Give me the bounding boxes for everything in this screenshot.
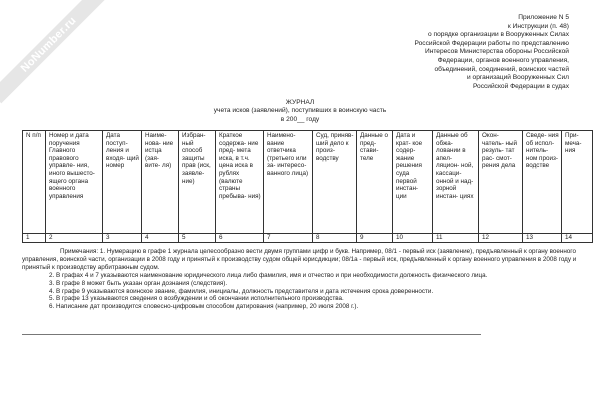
appendix-line: о порядке организации в Вооруженных Силах (428, 31, 569, 39)
column-number: 14 (562, 234, 593, 243)
note-item: Примечания: 1. Нумерацию в графе 1 журнала целесообразно вести двумя группами цифр и букв. Например, 08/1 - первый иск (заявление), предъявленный к органу военного управления, воинской части, организации в 2008 году и принятый к производству судом общей юрисдикции; 08/1а - первый иск, предъявленный к органу военного управления в 2008 году и принятый к производству арбитражным судом. (22, 248, 577, 271)
journal-heading (0, 99, 600, 124)
column-number: 13 (523, 234, 562, 243)
column-number: 5 (179, 234, 216, 243)
watermark: NoNumber.ru (0, 0, 107, 103)
column-number: 1 (23, 234, 46, 243)
column-number: 8 (313, 234, 357, 243)
appendix-line: Федерации, органов военного управления, (437, 56, 569, 64)
column-number: 4 (142, 234, 179, 243)
header-cell: При- меча- ния (562, 131, 593, 234)
appendix-header (329, 14, 569, 91)
journal-title: ЖУРНАЛ (285, 99, 315, 106)
header-cell: Дата и крат- кое содер- жание решения суда первой инстан- ции (393, 131, 433, 234)
header-cell: N п/п (23, 131, 46, 234)
header-cell: Избран- ный способ защиты прав (иск, заявле- ние) (179, 131, 216, 234)
note-item: 2. В графах 4 и 7 указываются наименование юридического лица либо фамилия, имя и отчество и при необходимости должность физического лица. (49, 271, 488, 279)
note-item: 6. Написание дат производится словесно-цифровым способом датирования (например, 20 июля 2008 г.). (49, 303, 359, 311)
header-cell: Наимено- вание ответчика (третьего или за- интересо- ванного лица) (264, 131, 313, 234)
column-number: 12 (479, 234, 523, 243)
notes-section (22, 248, 582, 311)
column-number: 3 (103, 234, 142, 243)
journal-subtitle: учета исков (заявлений), поступивших в воинскую часть (213, 107, 387, 115)
horizontal-divider (22, 334, 481, 335)
header-cell: Наиме- нова- ние истца (зая- вите- ля) (142, 131, 179, 234)
note-item: 3. В графе 8 может быть указан орган дознания (следствия). (49, 279, 228, 287)
header-cell: Дата поступ- ления и входя- щий номер (103, 131, 142, 234)
appendix-line: Российской Федерации работы по представлению (414, 39, 569, 47)
appendix-line: Приложение N 5 (518, 14, 569, 21)
journal-year: в 200__ году (280, 115, 320, 123)
column-number: 7 (264, 234, 313, 243)
header-cell: Краткое содержа- ние пред- мета иска, в т.ч. цена иска в рублях (валюте страны пребыва- ния) (216, 131, 264, 234)
column-number: 2 (46, 234, 103, 243)
column-number: 6 (216, 234, 264, 243)
column-number: 11 (433, 234, 479, 243)
note-item: 5. В графе 13 указываются сведения о возбуждении и об окончании исполнительного производства. (49, 295, 344, 303)
appendix-line: объединений, соединений, воинских частей (434, 65, 569, 73)
column-number: 9 (357, 234, 393, 243)
column-number: 10 (393, 234, 433, 243)
header-cell: Данные об обжа- ловании в апел- ляцион- ной, кассаци- онной и над- зорной инстан- циях (433, 131, 479, 234)
table-number-row (23, 234, 593, 243)
note-item: 4. В графе 9 указываются воинское звание, фамилия, инициалы, должность представителя и дата истечения срока доверенности. (49, 287, 434, 295)
header-cell: Окон- чатель- ный резуль- тат рас- смот- рения дела (479, 131, 523, 234)
header-cell: Данные о пред- стави- теле (357, 131, 393, 234)
header-cell: Номер и дата поручения Главного правового управле- ния, иного вышесто- ящего органа военного управления (46, 131, 103, 234)
header-cell: Сведе- ния об испол- нитель- ном произ- водстве (523, 131, 562, 234)
appendix-line: Российской Федерации в судах (472, 82, 569, 90)
header-cell: Суд, приняв- ший дело к произ- водству (313, 131, 357, 234)
journal-table (22, 130, 593, 243)
appendix-line: к Инструкции (п. 48) (507, 22, 569, 30)
appendix-line: и организаций Вооруженных Сил (467, 74, 569, 82)
table-header-row (23, 131, 593, 234)
appendix-line: Интересов Министерства обороны Российской (424, 48, 569, 56)
